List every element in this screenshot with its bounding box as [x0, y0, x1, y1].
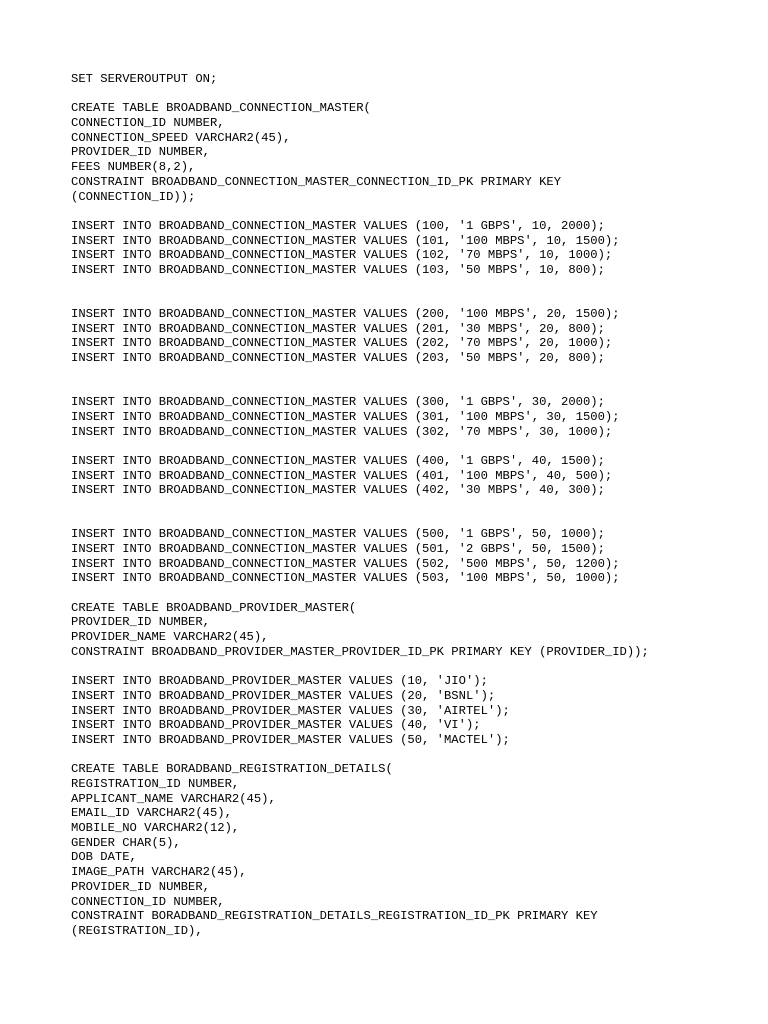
code-line: DOB DATE,	[71, 850, 137, 865]
code-line: CONNECTION_ID NUMBER,	[71, 894, 225, 909]
blank-line	[71, 439, 751, 454]
code-line: INSERT INTO BROADBAND_CONNECTION_MASTER VALUES (502, '500 MBPS', 50, 1200);	[71, 556, 620, 571]
blank-line	[71, 380, 751, 395]
code-line: INSERT INTO BROADBAND_CONNECTION_MASTER VALUES (201, '30 MBPS', 20, 800);	[71, 321, 605, 336]
code-line: CONNECTION_ID NUMBER,	[71, 116, 225, 131]
code-line: INSERT INTO BROADBAND_CONNECTION_MASTER VALUES (102, '70 MBPS', 10, 1000);	[71, 248, 613, 263]
code-line: REGISTRATION_ID NUMBER,	[71, 777, 240, 791]
blank-line	[71, 748, 751, 763]
code-line: PROVIDER_ID NUMBER,	[71, 615, 210, 630]
code-line: INSERT INTO BROADBAND_CONNECTION_MASTER VALUES (401, '100 MBPS', 40, 500);	[71, 468, 613, 483]
code-line: EMAIL_ID VARCHAR2(45),	[71, 806, 232, 821]
code-line: CREATE TABLE BROADBAND_PROVIDER_MASTER(	[71, 600, 357, 615]
code-line: CREATE TABLE BROADBAND_CONNECTION_MASTER(	[71, 101, 371, 116]
document-page	[71, 72, 751, 939]
code-line: INSERT INTO BROADBAND_PROVIDER_MASTER VALUES (30, 'AIRTEL');	[71, 703, 510, 718]
code-line: MOBILE_NO VARCHAR2(12),	[71, 821, 240, 836]
code-line: INSERT INTO BROADBAND_CONNECTION_MASTER VALUES (203, '50 MBPS', 20, 800);	[71, 351, 605, 366]
blank-line	[71, 292, 751, 307]
code-line: CREATE TABLE BORADBAND_REGISTRATION_DETAILS(	[71, 762, 393, 777]
blank-line	[71, 87, 751, 102]
code-line: INSERT INTO BROADBAND_CONNECTION_MASTER VALUES (302, '70 MBPS', 30, 1000);	[71, 424, 613, 439]
code-line: PROVIDER_ID NUMBER,	[71, 879, 210, 894]
code-line: (REGISTRATION_ID),	[71, 923, 203, 938]
code-line: SET SERVEROUTPUT ON;	[71, 72, 218, 86]
code-line: PROVIDER_ID NUMBER,	[71, 145, 210, 160]
code-line: CONSTRAINT BROADBAND_CONNECTION_MASTER_CONNECTION_ID_PK PRIMARY KEY	[71, 174, 562, 189]
code-line: CONSTRAINT BORADBAND_REGISTRATION_DETAILS_REGISTRATION_ID_PK PRIMARY KEY	[71, 909, 598, 924]
code-line: INSERT INTO BROADBAND_CONNECTION_MASTER VALUES (103, '50 MBPS', 10, 800);	[71, 262, 605, 277]
code-line: CONSTRAINT BROADBAND_PROVIDER_MASTER_PROVIDER_ID_PK PRIMARY KEY (PROVIDER_ID));	[71, 644, 649, 659]
code-line: INSERT INTO BROADBAND_CONNECTION_MASTER VALUES (501, '2 GBPS', 50, 1500);	[71, 542, 605, 556]
code-line: GENDER CHAR(5),	[71, 835, 181, 850]
code-line: INSERT INTO BROADBAND_PROVIDER_MASTER VALUES (20, 'BSNL');	[71, 688, 496, 703]
code-line: PROVIDER_NAME VARCHAR2(45),	[71, 630, 269, 645]
code-line: INSERT INTO BROADBAND_CONNECTION_MASTER VALUES (100, '1 GBPS', 10, 2000);	[71, 218, 605, 233]
code-line: FEES NUMBER(8,2),	[71, 160, 196, 175]
blank-line	[71, 513, 751, 528]
code-line: CONNECTION_SPEED VARCHAR2(45),	[71, 130, 291, 145]
blank-line	[71, 278, 751, 293]
blank-line	[71, 366, 751, 381]
code-line: INSERT INTO BROADBAND_CONNECTION_MASTER VALUES (202, '70 MBPS', 20, 1000);	[71, 336, 613, 351]
blank-line	[71, 660, 751, 675]
code-line: INSERT INTO BROADBAND_CONNECTION_MASTER VALUES (402, '30 MBPS', 40, 300);	[71, 483, 605, 498]
blank-line	[71, 204, 751, 219]
code-line: INSERT INTO BROADBAND_CONNECTION_MASTER VALUES (301, '100 MBPS', 30, 1500);	[71, 409, 620, 424]
code-line: INSERT INTO BROADBAND_PROVIDER_MASTER VALUES (10, 'JIO');	[71, 674, 488, 689]
blank-line	[71, 498, 751, 513]
code-line: IMAGE_PATH VARCHAR2(45),	[71, 865, 247, 880]
code-line: INSERT INTO BROADBAND_CONNECTION_MASTER VALUES (500, '1 GBPS', 50, 1000);	[71, 527, 605, 542]
code-line: INSERT INTO BROADBAND_CONNECTION_MASTER VALUES (101, '100 MBPS', 10, 1500);	[71, 233, 620, 248]
code-line: INSERT INTO BROADBAND_CONNECTION_MASTER VALUES (400, '1 GBPS', 40, 1500);	[71, 453, 605, 468]
code-line: INSERT INTO BROADBAND_CONNECTION_MASTER VALUES (503, '100 MBPS', 50, 1000);	[71, 571, 620, 586]
code-line: APPLICANT_NAME VARCHAR2(45),	[71, 791, 276, 806]
code-line: INSERT INTO BROADBAND_PROVIDER_MASTER VALUES (50, 'MACTEL');	[71, 732, 510, 747]
code-line: INSERT INTO BROADBAND_CONNECTION_MASTER VALUES (300, '1 GBPS', 30, 2000);	[71, 395, 605, 410]
blank-line	[71, 586, 751, 601]
code-line: INSERT INTO BROADBAND_PROVIDER_MASTER VALUES (40, 'VI');	[71, 718, 481, 733]
code-line: (CONNECTION_ID));	[71, 189, 196, 204]
code-line: INSERT INTO BROADBAND_CONNECTION_MASTER VALUES (200, '100 MBPS', 20, 1500);	[71, 307, 620, 321]
